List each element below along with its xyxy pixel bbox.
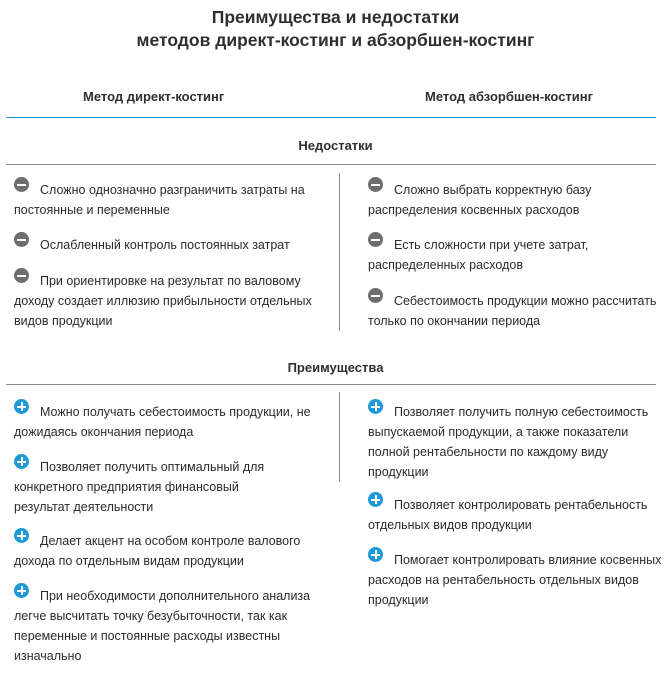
minus-icon [368, 288, 383, 303]
column-header-absorption-costing: Метод абзорбшен-костинг [425, 89, 594, 104]
plus-icon [14, 528, 29, 543]
advantage-item [14, 402, 314, 442]
minus-icon [368, 177, 383, 192]
advantage-text: Позволяет контролировать рентабельность отдельных видов продукции [368, 498, 648, 532]
advantage-item [368, 550, 663, 610]
minus-icon [14, 268, 29, 283]
disadvantage-text: Себестоимость продукции можно рассчитать только по окончании периода [368, 294, 657, 328]
page-title [0, 6, 671, 52]
plus-icon [368, 547, 383, 562]
advantage-text: Можно получать себестоимость продукции, не дожидаясь окончания периода [14, 405, 311, 439]
disadvantage-text: Ослабленный контроль постоянных затрат [40, 238, 290, 252]
plus-icon [14, 583, 29, 598]
disadvantage-item [368, 235, 618, 275]
disadvantage-item [368, 180, 638, 220]
header-divider [6, 117, 656, 118]
advantage-item [368, 495, 648, 535]
disadvantage-text: Сложно выбрать корректную базу распределения косвенных расходов [368, 183, 592, 217]
advantage-text: Помогает контролировать влияние косвенных расходов на рентабельность отдельных видов продукции [368, 553, 662, 607]
disadvantage-text: При ориентировке на результат по валовому доходу создает иллюзию прибыльности отдельных видов продукции [14, 274, 312, 328]
advantage-item [14, 586, 314, 666]
advantage-item [368, 402, 663, 482]
minus-icon [14, 232, 29, 247]
plus-icon [14, 454, 29, 469]
disadvantage-text: Сложно однозначно разграничить затраты на постоянные и переменные [14, 183, 305, 217]
column-divider-disadvantages [339, 173, 340, 331]
advantage-text: Позволяет получить оптимальный для конкретного предприятия финансовый результат деятельности [14, 460, 265, 514]
disadvantage-item [14, 235, 324, 255]
advantage-item [14, 531, 314, 571]
plus-icon [368, 492, 383, 507]
plus-icon [14, 399, 29, 414]
disadvantage-item [14, 180, 324, 220]
advantage-text: Делает акцент на особом контроле валового дохода по отдельным видам продукции [14, 534, 301, 568]
title-line-1: Преимущества и недостатки [211, 7, 460, 27]
section-heading-disadvantages: Недостатки [298, 138, 373, 153]
minus-icon [14, 177, 29, 192]
column-divider-advantages [339, 392, 340, 482]
minus-icon [368, 232, 383, 247]
disadvantage-text: Есть сложности при учете затрат, распределенных расходов [368, 238, 589, 272]
advantage-text: Позволяет получить полную себестоимость выпускаемой продукции, а также показатели полной рентабельности по каждому виду продукции [368, 405, 649, 479]
disadvantage-item [368, 291, 663, 331]
section-heading-advantages: Преимущества [287, 360, 384, 375]
title-line-2: методов директ-костинг и абзорбшен-костинг [136, 30, 535, 50]
column-header-direct-costing: Метод директ-костинг [83, 89, 225, 104]
advantage-item [14, 457, 274, 517]
disadvantage-item [14, 271, 314, 331]
advantage-text: При необходимости дополнительного анализа легче высчитать точку безубыточности, так как переменные и постоянные расходы известны изначально [14, 589, 311, 663]
plus-icon [368, 399, 383, 414]
disadvantages-divider [6, 164, 656, 165]
advantages-divider [6, 384, 656, 385]
